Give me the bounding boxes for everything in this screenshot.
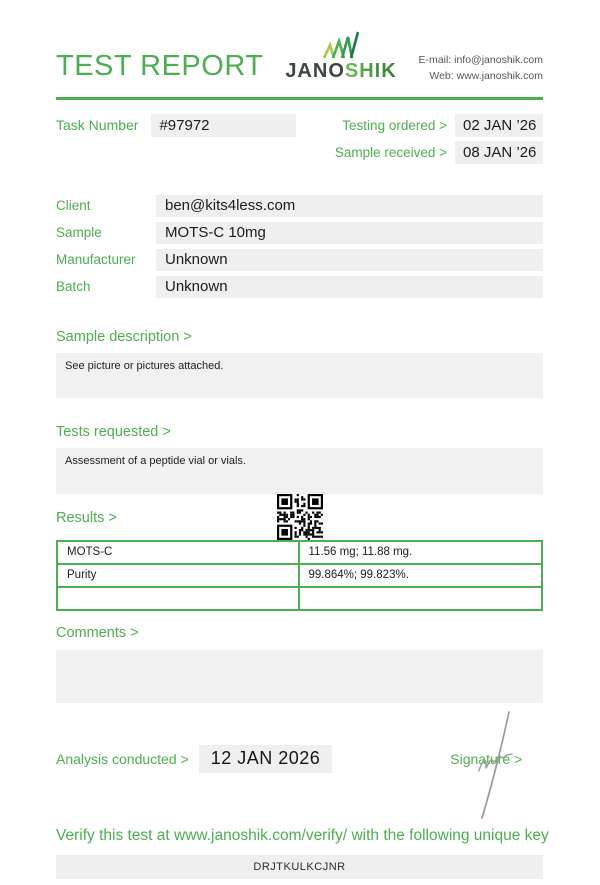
contact-email-line bbox=[419, 52, 543, 68]
result-name-cell: Purity bbox=[58, 565, 300, 586]
brand-wordmark-dark: JANO bbox=[285, 60, 345, 82]
analysis-signature-row bbox=[56, 745, 543, 773]
manufacturer-value: Unknown bbox=[156, 249, 543, 271]
table-row bbox=[58, 588, 541, 609]
task-dates-block bbox=[56, 114, 543, 164]
client-row bbox=[56, 195, 543, 217]
table-row bbox=[58, 542, 541, 565]
tests-requested-heading: Tests requested > bbox=[56, 424, 171, 440]
testing-ordered-row bbox=[335, 114, 543, 137]
task-number-label: Task Number bbox=[56, 117, 139, 133]
batch-label: Batch bbox=[56, 279, 91, 294]
date-rows bbox=[335, 114, 543, 164]
task-number-value: #97972 bbox=[151, 114, 296, 137]
contact-block bbox=[419, 52, 543, 85]
qr-code bbox=[277, 494, 323, 540]
sample-info-block bbox=[56, 195, 543, 298]
results-header bbox=[56, 494, 543, 540]
result-name-cell bbox=[58, 588, 300, 609]
header-divider bbox=[56, 97, 543, 100]
unique-key-value: DRJTKULKCJNR bbox=[253, 861, 346, 873]
contact-web-line bbox=[419, 68, 543, 84]
email-label: E-mail: bbox=[418, 54, 452, 66]
result-value-cell: 11.56 mg; 11.88 mg. bbox=[308, 546, 413, 558]
analysis-conducted-value: 12 JAN 2026 bbox=[199, 745, 333, 773]
sample-label: Sample bbox=[56, 225, 102, 240]
manufacturer-label: Manufacturer bbox=[56, 252, 136, 267]
manufacturer-row bbox=[56, 249, 543, 271]
brand-wordmark-green: SHIK bbox=[344, 60, 397, 82]
comments-box bbox=[56, 650, 543, 703]
task-number-row bbox=[56, 114, 296, 164]
tests-requested-box: Assessment of a peptide vial or vials. bbox=[56, 448, 543, 494]
comments-heading: Comments > bbox=[56, 625, 139, 641]
rising-bars-chart-icon bbox=[320, 30, 362, 60]
brand-wordmark bbox=[285, 61, 396, 81]
table-row bbox=[58, 565, 541, 588]
testing-ordered-value: 02 JAN ’26 bbox=[455, 114, 543, 137]
web-value: www.janoshik.com bbox=[456, 70, 543, 83]
brand-logo bbox=[285, 30, 396, 81]
sample-row bbox=[56, 222, 543, 244]
verify-text: Verify this test at www.janoshik.com/verify/ with the following unique key bbox=[56, 827, 549, 844]
analysis-conducted-label: Analysis conducted > bbox=[56, 751, 189, 767]
signature-label: Signature > bbox=[450, 751, 523, 767]
report-header bbox=[56, 28, 543, 88]
page-title: TEST REPORT bbox=[56, 50, 264, 82]
sample-description-box: See picture or pictures attached. bbox=[56, 353, 543, 398]
batch-value: Unknown bbox=[156, 276, 543, 298]
testing-ordered-label: Testing ordered > bbox=[342, 118, 447, 133]
results-heading: Results > bbox=[56, 510, 117, 526]
client-label: Client bbox=[56, 198, 91, 213]
sample-value: MOTS-C 10mg bbox=[156, 222, 543, 244]
sample-description-heading: Sample description > bbox=[56, 329, 192, 345]
sample-received-row bbox=[335, 141, 543, 164]
result-name-cell: MOTS-C bbox=[58, 542, 300, 563]
sample-received-label: Sample received > bbox=[334, 145, 447, 160]
unique-key-box bbox=[56, 855, 543, 879]
batch-row bbox=[56, 276, 543, 298]
results-table bbox=[56, 540, 543, 611]
result-value-cell: 99.864%; 99.823%. bbox=[308, 569, 409, 581]
web-label: Web: bbox=[429, 70, 454, 83]
signature-image bbox=[467, 709, 515, 821]
result-value-cell bbox=[300, 588, 542, 609]
sample-received-value: 08 JAN ’26 bbox=[455, 141, 543, 164]
client-value: ben@kits4less.com bbox=[156, 195, 543, 217]
email-value: info@janoshik.com bbox=[454, 54, 543, 66]
